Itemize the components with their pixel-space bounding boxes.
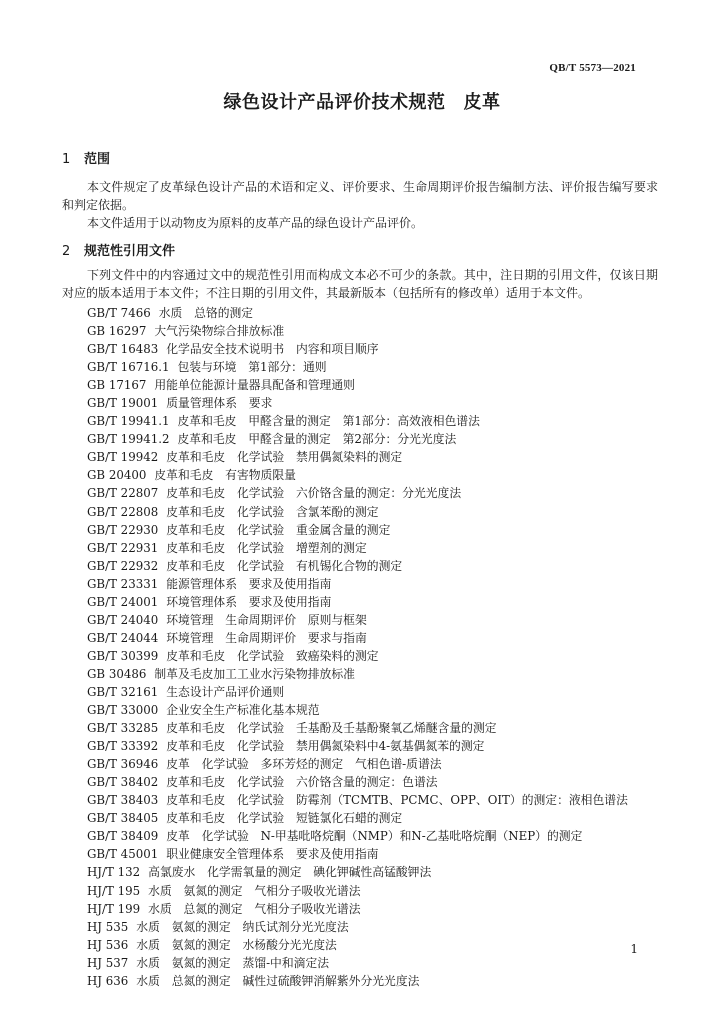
reference-item bbox=[87, 593, 628, 611]
reference-title: 皮革和毛皮 化学试验 六价铬含量的测定：色谱法 bbox=[166, 775, 438, 790]
reference-item bbox=[87, 827, 628, 845]
reference-code: GB/T 22808 bbox=[87, 504, 159, 519]
scope-paragraph-1: 本文件规定了皮革绿色设计产品的术语和定义、评价要求、生命周期评价报告编制方法、评价报告编写要求和判定依据。 bbox=[62, 180, 658, 212]
reference-code: GB 16297 bbox=[87, 324, 147, 339]
reference-title: 高氯废水 化学需氧量的测定 碘化钾碱性高锰酸钾法 bbox=[148, 865, 432, 880]
reference-title: 水质 总氮的测定 碱性过硫酸钾消解紫外分光光度法 bbox=[136, 973, 420, 988]
reference-item bbox=[87, 484, 628, 502]
page-title bbox=[0, 88, 724, 114]
reference-title: 皮革和毛皮 化学试验 六价铬含量的测定：分光光度法 bbox=[166, 486, 462, 501]
scope-paragraph-2: 本文件适用于以动物皮为原料的皮革产品的绿色设计产品评价。 bbox=[87, 216, 424, 230]
reference-item bbox=[87, 900, 628, 918]
reference-title: 大气污染物综合排放标准 bbox=[154, 324, 285, 339]
reference-code: HJ/T 199 bbox=[87, 901, 141, 916]
reference-title: 质量管理体系 要求 bbox=[166, 396, 273, 411]
reference-code: HJ 535 bbox=[87, 919, 129, 934]
reference-item bbox=[87, 430, 628, 448]
reference-title: 皮革和毛皮 化学试验 防霉剂（TCMTB、PCMC、OPP、OIT）的测定：液相色谱法 bbox=[166, 793, 628, 808]
reference-item bbox=[87, 665, 628, 683]
reference-title: 皮革和毛皮 化学试验 增塑剂的测定 bbox=[166, 540, 367, 555]
reference-item bbox=[87, 809, 628, 827]
reference-title: 皮革和毛皮 化学试验 有机锡化合物的测定 bbox=[166, 558, 403, 573]
reference-item bbox=[87, 503, 628, 521]
reference-title: 水质 氨氮的测定 气相分子吸收光谱法 bbox=[148, 883, 361, 898]
references-intro-paragraph: 下列文件中的内容通过文中的规范性引用而构成文本必不可少的条款。其中，注日期的引用文件，仅该日期对应的版本适用于本文件；不注日期的引用文件，其最新版本（包括所有的修改单）适用于本文件。 bbox=[62, 268, 658, 300]
reference-item bbox=[87, 304, 628, 322]
reference-code: GB/T 32161 bbox=[87, 684, 159, 699]
reference-item bbox=[87, 521, 628, 539]
reference-title: 水质 氨氮的测定 蒸馏-中和滴定法 bbox=[136, 955, 330, 970]
reference-title: 皮革和毛皮 化学试验 短链氯化石蜡的测定 bbox=[166, 811, 403, 826]
reference-title: 皮革和毛皮 化学试验 致癌染料的测定 bbox=[166, 648, 379, 663]
reference-code: GB/T 19941.2 bbox=[87, 432, 170, 447]
reference-code: GB/T 24040 bbox=[87, 612, 159, 627]
reference-code: GB/T 45001 bbox=[87, 847, 159, 862]
reference-title: 环境管理体系 要求及使用指南 bbox=[166, 594, 332, 609]
reference-item bbox=[87, 466, 628, 484]
section-number: 1 bbox=[62, 152, 71, 167]
title-sub: 皮革 bbox=[463, 92, 501, 113]
reference-code: GB/T 30399 bbox=[87, 648, 159, 663]
reference-item bbox=[87, 340, 628, 358]
reference-title: 包装与环境 第1部分：通则 bbox=[177, 360, 327, 375]
reference-title: 制革及毛皮加工工业水污染物排放标准 bbox=[154, 666, 355, 681]
reference-title: 皮革和毛皮 化学试验 壬基酚及壬基酚聚氧乙烯醚含量的测定 bbox=[166, 721, 497, 736]
reference-code: GB 17167 bbox=[87, 378, 147, 393]
references-intro bbox=[62, 266, 658, 302]
reference-item bbox=[87, 918, 628, 936]
reference-title: 职业健康安全管理体系 要求及使用指南 bbox=[166, 847, 379, 862]
section-title: 规范性引用文件 bbox=[84, 244, 176, 259]
reference-item bbox=[87, 863, 628, 881]
reference-code: GB/T 38409 bbox=[87, 829, 159, 844]
reference-item bbox=[87, 412, 628, 430]
title-main: 绿色设计产品评价技术规范 bbox=[223, 92, 446, 113]
reference-code: GB/T 22932 bbox=[87, 558, 159, 573]
reference-code: GB/T 7466 bbox=[87, 306, 151, 320]
reference-title: 皮革和毛皮 化学试验 含氯苯酚的测定 bbox=[166, 504, 379, 519]
reference-title: 皮革和毛皮 甲醛含量的测定 第2部分：分光光度法 bbox=[177, 432, 457, 447]
reference-item bbox=[87, 954, 628, 972]
reference-title: 用能单位能源计量器具配备和管理通则 bbox=[154, 378, 355, 393]
reference-item bbox=[87, 647, 628, 665]
reference-item bbox=[87, 322, 628, 340]
document-code: QB/T 5573—2021 bbox=[549, 62, 636, 74]
reference-code: GB/T 24044 bbox=[87, 630, 159, 645]
reference-code: HJ 537 bbox=[87, 955, 129, 970]
reference-item bbox=[87, 629, 628, 647]
reference-code: HJ/T 195 bbox=[87, 883, 141, 898]
section-number: 2 bbox=[62, 244, 71, 259]
page-number: 1 bbox=[630, 942, 638, 956]
reference-title: 化学品安全技术说明书 内容和项目顺序 bbox=[166, 342, 379, 357]
reference-item bbox=[87, 683, 628, 701]
section-heading-scope bbox=[62, 148, 110, 167]
reference-code: GB/T 16716.1 bbox=[87, 360, 170, 375]
reference-code: HJ 636 bbox=[87, 973, 129, 988]
reference-item bbox=[87, 972, 628, 990]
reference-item bbox=[87, 755, 628, 773]
reference-item bbox=[87, 701, 628, 719]
reference-item bbox=[87, 394, 628, 412]
section-heading-references bbox=[62, 240, 175, 259]
reference-code: GB/T 22930 bbox=[87, 522, 159, 537]
reference-code: GB/T 38405 bbox=[87, 811, 159, 826]
reference-item bbox=[87, 358, 628, 376]
reference-title: 企业安全生产标准化基本规范 bbox=[166, 703, 320, 718]
reference-item bbox=[87, 448, 628, 466]
reference-title: 皮革 化学试验 N-甲基吡咯烷酮（NMP）和N-乙基吡咯烷酮（NEP）的测定 bbox=[166, 829, 583, 844]
reference-code: GB/T 38403 bbox=[87, 793, 159, 808]
reference-title: 皮革和毛皮 甲醛含量的测定 第1部分：高效液相色谱法 bbox=[177, 414, 480, 429]
reference-title: 皮革 化学试验 多环芳烃的测定 气相色谱-质谱法 bbox=[166, 757, 442, 772]
reference-title: 能源管理体系 要求及使用指南 bbox=[166, 576, 332, 591]
reference-code: GB/T 23331 bbox=[87, 576, 159, 591]
reference-code: HJ/T 132 bbox=[87, 865, 141, 880]
reference-item bbox=[87, 773, 628, 791]
reference-item bbox=[87, 737, 628, 755]
reference-code: GB/T 33392 bbox=[87, 739, 159, 754]
reference-code: GB/T 16483 bbox=[87, 342, 159, 357]
reference-title: 水质 总氮的测定 气相分子吸收光谱法 bbox=[148, 901, 361, 916]
reference-code: GB/T 36946 bbox=[87, 757, 159, 772]
reference-code: GB/T 33285 bbox=[87, 721, 159, 736]
reference-code: GB/T 22807 bbox=[87, 486, 159, 501]
reference-item bbox=[87, 936, 628, 954]
reference-title: 环境管理 生命周期评价 原则与框架 bbox=[166, 612, 367, 627]
reference-item bbox=[87, 845, 628, 863]
reference-item bbox=[87, 557, 628, 575]
reference-title: 皮革和毛皮 化学试验 重金属含量的测定 bbox=[166, 522, 391, 537]
reference-title: 环境管理 生命周期评价 要求与指南 bbox=[166, 630, 367, 645]
scope-text bbox=[62, 178, 658, 232]
reference-code: GB/T 19941.1 bbox=[87, 414, 170, 429]
reference-title: 水质 氨氮的测定 水杨酸分光光度法 bbox=[136, 937, 337, 952]
reference-code: GB/T 24001 bbox=[87, 594, 159, 609]
reference-code: GB/T 33000 bbox=[87, 703, 159, 718]
reference-title: 水质 总铬的测定 bbox=[158, 306, 254, 320]
reference-code: GB 20400 bbox=[87, 468, 147, 483]
reference-item bbox=[87, 719, 628, 737]
reference-item bbox=[87, 882, 628, 900]
reference-code: GB/T 19942 bbox=[87, 450, 159, 465]
reference-code: GB/T 22931 bbox=[87, 540, 159, 555]
reference-code: GB/T 19001 bbox=[87, 396, 159, 411]
section-title: 范围 bbox=[84, 152, 111, 167]
reference-code: GB/T 38402 bbox=[87, 775, 159, 790]
reference-item bbox=[87, 611, 628, 629]
reference-list bbox=[87, 304, 628, 990]
reference-item bbox=[87, 539, 628, 557]
reference-item bbox=[87, 376, 628, 394]
reference-title: 皮革和毛皮 有害物质限量 bbox=[154, 468, 296, 483]
reference-title: 皮革和毛皮 化学试验 禁用偶氮染料中4-氨基偶氮苯的测定 bbox=[166, 739, 485, 754]
reference-code: HJ 536 bbox=[87, 937, 129, 952]
reference-item bbox=[87, 575, 628, 593]
reference-title: 水质 氨氮的测定 纳氏试剂分光光度法 bbox=[136, 919, 349, 934]
reference-code: GB 30486 bbox=[87, 666, 147, 681]
reference-title: 皮革和毛皮 化学试验 禁用偶氮染料的测定 bbox=[166, 450, 403, 465]
reference-item bbox=[87, 791, 628, 809]
reference-title: 生态设计产品评价通则 bbox=[166, 684, 285, 699]
